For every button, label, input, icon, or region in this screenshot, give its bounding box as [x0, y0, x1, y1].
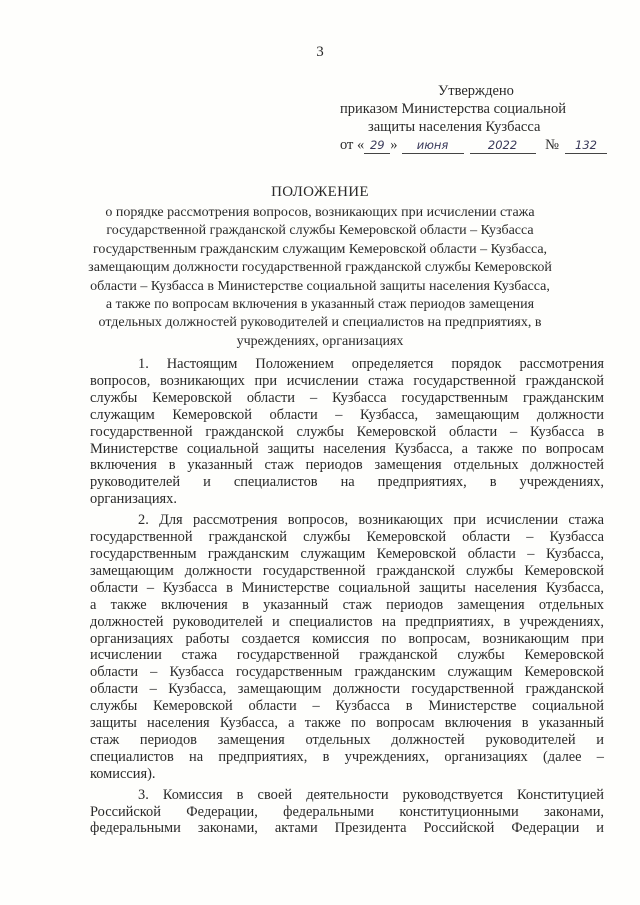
text-line: вопросов, возникающих при исчислении стажа государственной гражданской: [90, 372, 604, 389]
text-line: комиссия).: [90, 765, 156, 782]
handwritten-order-number: 132: [565, 138, 607, 154]
text-line: Российской Федерации, федеральными конституционными законами,: [90, 803, 604, 820]
handwritten-day: 29: [364, 138, 390, 154]
text-line: организациях.: [90, 491, 177, 508]
subtitle-line: отдельных должностей руководителей и специалистов на предприятиях, в: [98, 315, 542, 331]
subtitle-line: замещающим должности государственной гражданской службы Кемеровской: [88, 260, 552, 276]
text-line: служащим Кемеровской области – Кузбасса, замещающим должности: [90, 406, 604, 423]
text-line: 3. Комиссия в своей деятельности руководствуется Конституцией: [138, 786, 604, 803]
approval-stamp: [340, 82, 600, 154]
text-line: службы Кемеровской области – Кузбасса государственным гражданским: [90, 389, 604, 406]
text-line: государственной гражданской службы Кемеровской области – Кузбасса в: [90, 423, 604, 440]
document-subtitle: [84, 204, 556, 351]
text-line: области – Кузбасса в Министерстве социальной защиты населения Кузбасса,: [90, 579, 604, 596]
text-line: 1. Настоящим Положением определяется порядок рассмотрения: [138, 356, 604, 372]
text-line: области – Кузбасса, замещающим должности государственной гражданской: [90, 681, 604, 698]
handwritten-month: июня: [402, 138, 464, 154]
text-line: государственной гражданской службы Кемеровской области – Кузбасса: [90, 529, 604, 546]
approval-date-line: [340, 136, 600, 154]
paragraph-3: [90, 787, 604, 838]
text-line: Министерстве социальной защиты населения Кузбасса, а также по вопросам: [90, 440, 604, 457]
subtitle-line: государственным гражданским служащим Кемеровской области – Кузбасса,: [92, 241, 548, 257]
date-quote-close: »: [390, 137, 398, 153]
approval-heading: Утверждено: [438, 83, 514, 99]
text-line: руководителей и специалистов на предприятиях, в учреждениях,: [90, 474, 604, 491]
approval-ministry-line: защиты населения Кузбасса: [368, 119, 541, 135]
handwritten-year: 2022: [470, 138, 536, 154]
text-line: государственным гражданским служащим Кемеровской области – Кузбасса,: [90, 545, 604, 562]
text-line: области – Кузбасса государственным гражданским служащим Кемеровской: [90, 664, 604, 681]
text-line: организациях работы создается комиссия по вопросам, возникающим при: [90, 630, 604, 647]
text-line: службы Кемеровской области – Кузбасса в Министерстве социальной: [90, 698, 604, 715]
text-line: должностей руководителей и специалистов на предприятиях, в учреждениях,: [90, 613, 604, 630]
text-line: стаж периодов замещения отдельных должностей руководителей и: [90, 731, 604, 748]
document-body: [90, 356, 604, 841]
text-line: федеральными законами, актами Президента Российской Федерации и: [90, 820, 604, 837]
subtitle-line: области – Кузбасса в Министерстве социальной защиты населения Кузбасса,: [90, 278, 550, 294]
text-line: исчислении стажа государственной гражданской службы Кемеровской: [90, 647, 604, 664]
document-title: ПОЛОЖЕНИЕ: [271, 184, 369, 200]
text-line: включения в указанный стаж периодов замещения отдельных должностей: [90, 457, 604, 474]
number-sign: №: [545, 137, 559, 153]
subtitle-line: о порядке рассмотрения вопросов, возникающих при исчислении стажа: [105, 205, 535, 220]
document-title-block: [84, 183, 556, 351]
approval-order-line: приказом Министерства социальной: [340, 101, 566, 117]
text-line: замещающим должности государственной гражданской службы Кемеровской: [90, 562, 604, 579]
page-number: 3: [316, 44, 324, 60]
text-line: а также включения в указанный стаж периодов замещения отдельных: [90, 596, 604, 613]
text-line: защиты населения Кузбасса, а также по вопросам включения в указанный: [90, 715, 604, 732]
subtitle-line: учреждениях, организациях: [236, 333, 404, 349]
paragraph-2: [90, 512, 604, 783]
subtitle-line: а также по вопросам включения в указанный стаж периодов замещения: [105, 297, 535, 313]
date-from-label: от «: [340, 137, 365, 153]
text-line: специалистов на предприятиях, в учреждениях, организациях (далее –: [90, 748, 604, 765]
subtitle-line: государственной гражданской службы Кемеровской области – Кузбасса: [106, 223, 534, 239]
text-line: 2. Для рассмотрения вопросов, возникающих при исчислении стажа: [138, 512, 604, 529]
paragraph-1: [90, 356, 604, 508]
